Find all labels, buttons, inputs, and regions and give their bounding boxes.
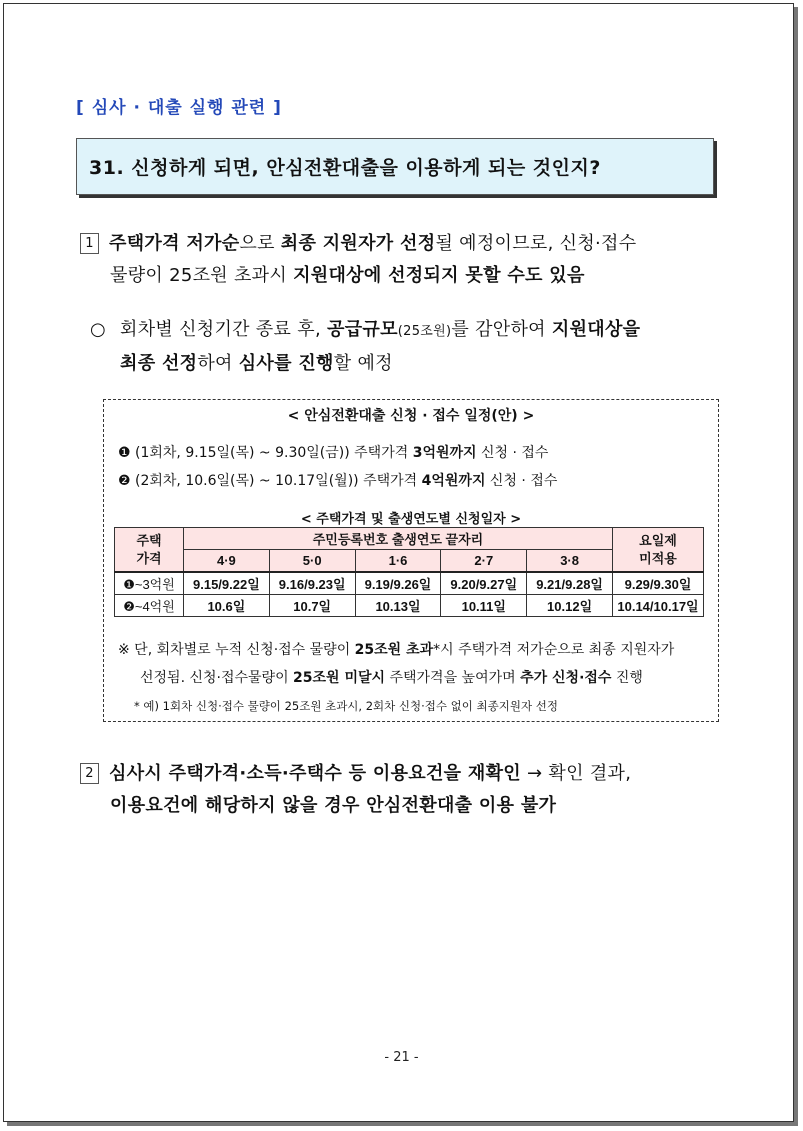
item1-sub-text-2: 를 감안하여 (451, 319, 552, 340)
round1-post: 신청 · 접수 (476, 445, 549, 461)
item2-number-box: 2 (80, 763, 99, 784)
item1-sub-line2-bold-1: 최종 선정 (120, 353, 198, 374)
note1-line2-text-2: 주택가격을 높여가며 (385, 670, 521, 686)
note1-line2-bold-1: 25조원 미달시 (293, 670, 386, 686)
schedule-round1 (118, 442, 548, 462)
round2-text: (2회차, 10.6일(목) ~ 10.17일(월)) 주택가격 (135, 473, 422, 489)
table-cell: 10.14/10.17일 (613, 595, 704, 617)
item1-text-bold-2: 최종 지원자가 선정 (280, 233, 436, 254)
table-cell: 10.13일 (355, 595, 441, 617)
table-row (115, 595, 704, 617)
item1-sub-line2-bold-2: 심사를 진행 (238, 353, 334, 374)
table-cell: 9.15/9.22일 (184, 572, 270, 595)
table-cell: 9.19/9.26일 (355, 572, 441, 595)
round2-marker-icon: ❷ (118, 473, 131, 489)
item1-text-2: 될 예정이므로, 신청·접수 (435, 233, 637, 254)
note1-line2-bold-2: 추가 신청·접수 (520, 670, 612, 686)
table-header-group: 주민등록번호 출생연도 끝자리 (184, 528, 613, 550)
table-cell: 9.21/9.28일 (527, 572, 613, 595)
table-header-digit: 3·8 (527, 550, 613, 573)
item1-sub-bold-1: 공급규모 (327, 319, 398, 340)
table-cell: 10.6일 (184, 595, 270, 617)
bullet-circle-icon: ○ (90, 319, 107, 340)
table-header-price: 주택 가격 (115, 528, 184, 573)
item2-paragraph (80, 758, 730, 822)
note1-text-1: ※ 단, 회차별로 누적 신청·접수 물량이 (118, 642, 355, 658)
table-header-digit: 1·6 (355, 550, 441, 573)
section-tag: [ 심사 · 대출 실행 관련 ] (76, 98, 282, 118)
item1-sub-text-1: 회차별 신청기간 종료 후, (120, 319, 328, 340)
item1-text-bold-1: 주택가격 저가순 (109, 233, 240, 254)
item1-line2-bold: 지원대상에 선정되지 못할 수도 있음 (293, 265, 585, 286)
note1-line2-text-1: 선정됨. 신청·접수물량이 (140, 670, 294, 686)
item1-text-1: 으로 (239, 233, 281, 254)
schedule-note (118, 636, 710, 692)
item2-text: → 확인 결과, (521, 763, 632, 784)
item2-line2: 이용요건에 해당하지 않을 경우 안심전환대출 이용 불가 (110, 795, 557, 816)
table-title: < 주택가격 및 출생연도별 신청일자 > (300, 512, 522, 527)
schedule-title: < 안심전환대출 신청 · 접수 일정(안) > (287, 408, 535, 424)
page-number: - 21 - (384, 1050, 419, 1065)
table-cell: 9.29/9.30일 (613, 572, 704, 595)
note1-line2-text-3: 진행 (611, 670, 643, 686)
note1-text-2: *시 주택가격 저가순으로 최종 지원자가 (433, 642, 675, 658)
table-cell: 10.12일 (527, 595, 613, 617)
item1-line2-text: 물량이 25조원 초과시 (110, 265, 294, 286)
round2-post: 신청 · 접수 (485, 473, 558, 489)
note1-bold-1: 25조원 초과 (354, 642, 434, 658)
item1-sub-paragraph (80, 314, 730, 380)
table-cell: 10.7일 (269, 595, 355, 617)
question-title: 31. 신청하게 되면, 안심전환대출을 이용하게 되는 것인지? (89, 157, 601, 179)
item1-sub-line2-text-2: 할 예정 (333, 353, 393, 374)
round1-text: (1회차, 9.15일(목) ~ 9.30일(금)) 주택가격 (135, 445, 413, 461)
item1-sub-bold-2: 지원대상을 (551, 319, 641, 340)
schedule-table (114, 527, 704, 617)
round1-bold: 3억원까지 (412, 445, 477, 461)
schedule-round2 (118, 470, 557, 490)
item1-number-box: 1 (80, 233, 99, 254)
table-cell: 9.16/9.23일 (269, 572, 355, 595)
table-row-label: ❷~4억원 (115, 595, 184, 617)
schedule-box (103, 399, 719, 722)
table-header-digit: 5·0 (269, 550, 355, 573)
question-box (76, 138, 714, 195)
table-cell: 10.11일 (441, 595, 527, 617)
round2-bold: 4억원까지 (421, 473, 486, 489)
table-header-digit: 4·9 (184, 550, 270, 573)
item1-sub-line2-text-1: 하여 (197, 353, 239, 374)
table-header-digit: 2·7 (441, 550, 527, 573)
table-row (115, 572, 704, 595)
schedule-footnote: * 예) 1회차 신청·접수 물량이 25조원 초과시, 2회차 신청·접수 없이 최종지원자 선정 (134, 699, 558, 713)
item2-bold: 심사시 주택가격·소득·주택수 등 이용요건을 재확인 (109, 763, 521, 784)
table-header-no-weekday: 요일제 미적용 (613, 528, 704, 573)
item1-paragraph (80, 228, 730, 292)
item1-sub-small: (25조원) (397, 324, 452, 339)
round1-marker-icon: ❶ (118, 445, 131, 461)
table-cell: 9.20/9.27일 (441, 572, 527, 595)
table-row-label: ❶~3억원 (115, 572, 184, 595)
